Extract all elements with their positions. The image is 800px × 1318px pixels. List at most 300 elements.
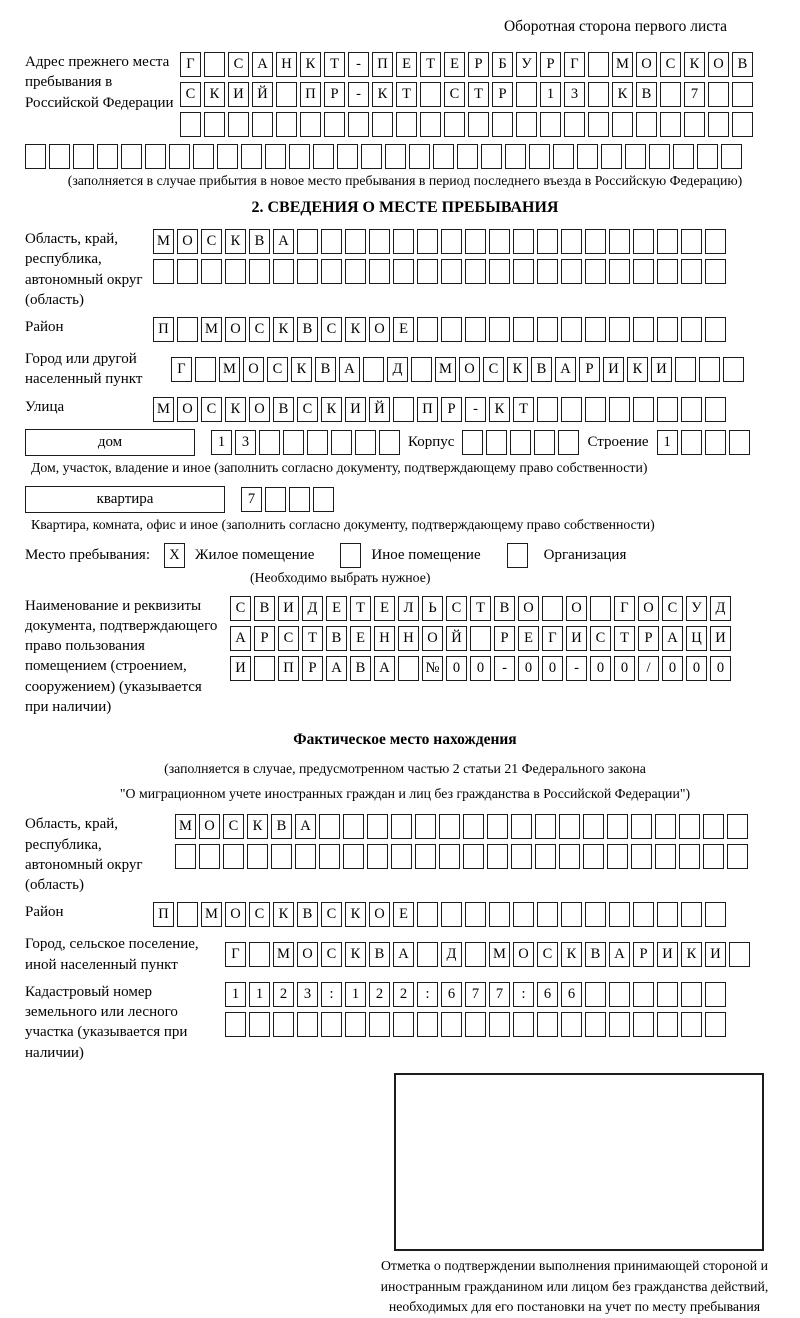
- char-box[interactable]: [225, 259, 246, 284]
- char-box[interactable]: К: [345, 902, 366, 927]
- char-box[interactable]: О: [636, 52, 657, 77]
- char-box[interactable]: А: [374, 656, 395, 681]
- char-box[interactable]: [283, 430, 304, 455]
- char-box[interactable]: [505, 144, 526, 169]
- char-box[interactable]: Р: [324, 82, 345, 107]
- char-box[interactable]: Д: [710, 596, 731, 621]
- char-box[interactable]: В: [531, 357, 552, 382]
- char-box[interactable]: [590, 596, 611, 621]
- char-box[interactable]: Ц: [686, 626, 707, 651]
- char-box[interactable]: [393, 229, 414, 254]
- char-box[interactable]: К: [300, 52, 321, 77]
- char-box[interactable]: М: [201, 902, 222, 927]
- char-box[interactable]: 7: [241, 487, 262, 512]
- char-box[interactable]: [369, 229, 390, 254]
- char-box[interactable]: [660, 82, 681, 107]
- char-box[interactable]: А: [662, 626, 683, 651]
- char-box[interactable]: И: [345, 397, 366, 422]
- char-box[interactable]: С: [321, 902, 342, 927]
- char-box[interactable]: [561, 229, 582, 254]
- char-box[interactable]: [631, 814, 652, 839]
- char-box[interactable]: [657, 1012, 678, 1037]
- char-box[interactable]: К: [273, 317, 294, 342]
- char-box[interactable]: 2: [273, 982, 294, 1007]
- char-box[interactable]: [561, 397, 582, 422]
- char-box[interactable]: [679, 814, 700, 839]
- char-box[interactable]: 0: [470, 656, 491, 681]
- char-box[interactable]: [201, 259, 222, 284]
- char-box[interactable]: 3: [564, 82, 585, 107]
- char-box[interactable]: [633, 1012, 654, 1037]
- char-box[interactable]: [657, 982, 678, 1007]
- char-box[interactable]: [276, 112, 297, 137]
- char-box[interactable]: М: [153, 397, 174, 422]
- char-box[interactable]: [319, 844, 340, 869]
- char-box[interactable]: [540, 112, 561, 137]
- char-box[interactable]: [273, 259, 294, 284]
- char-box[interactable]: [681, 259, 702, 284]
- char-box[interactable]: 0: [662, 656, 683, 681]
- char-box[interactable]: [441, 317, 462, 342]
- char-box[interactable]: М: [489, 942, 510, 967]
- checkbox-residential[interactable]: X: [164, 543, 185, 568]
- char-box[interactable]: [675, 357, 696, 382]
- char-box[interactable]: 0: [686, 656, 707, 681]
- char-box[interactable]: [295, 844, 316, 869]
- char-box[interactable]: [585, 317, 606, 342]
- char-box[interactable]: Й: [252, 82, 273, 107]
- char-box[interactable]: К: [612, 82, 633, 107]
- char-box[interactable]: Р: [468, 52, 489, 77]
- char-box[interactable]: [465, 317, 486, 342]
- char-box[interactable]: П: [153, 902, 174, 927]
- char-box[interactable]: М: [201, 317, 222, 342]
- char-box[interactable]: С: [223, 814, 244, 839]
- char-box[interactable]: [175, 844, 196, 869]
- char-box[interactable]: [489, 229, 510, 254]
- char-box[interactable]: [681, 1012, 702, 1037]
- char-box[interactable]: [492, 112, 513, 137]
- char-box[interactable]: [369, 1012, 390, 1037]
- char-box[interactable]: [625, 144, 646, 169]
- char-box[interactable]: А: [252, 52, 273, 77]
- char-box[interactable]: М: [153, 229, 174, 254]
- char-box[interactable]: О: [297, 942, 318, 967]
- char-box[interactable]: П: [417, 397, 438, 422]
- char-box[interactable]: [228, 112, 249, 137]
- char-box[interactable]: [313, 487, 334, 512]
- char-box[interactable]: [681, 430, 702, 455]
- char-box[interactable]: [145, 144, 166, 169]
- char-box[interactable]: Е: [374, 596, 395, 621]
- char-box[interactable]: [559, 814, 580, 839]
- char-box[interactable]: [705, 1012, 726, 1037]
- char-box[interactable]: [721, 144, 742, 169]
- char-box[interactable]: 2: [369, 982, 390, 1007]
- char-box[interactable]: Т: [396, 82, 417, 107]
- char-box[interactable]: [465, 1012, 486, 1037]
- char-box[interactable]: В: [249, 229, 270, 254]
- char-box[interactable]: [633, 229, 654, 254]
- char-box[interactable]: К: [489, 397, 510, 422]
- char-box[interactable]: Н: [276, 52, 297, 77]
- char-box[interactable]: [633, 259, 654, 284]
- char-box[interactable]: Е: [518, 626, 539, 651]
- char-box[interactable]: [727, 814, 748, 839]
- checkbox-other-premises[interactable]: [340, 543, 361, 568]
- char-box[interactable]: С: [201, 397, 222, 422]
- char-box[interactable]: [703, 844, 724, 869]
- char-box[interactable]: [537, 259, 558, 284]
- char-box[interactable]: [465, 942, 486, 967]
- char-box[interactable]: 0: [614, 656, 635, 681]
- char-box[interactable]: М: [612, 52, 633, 77]
- char-box[interactable]: Р: [492, 82, 513, 107]
- char-box[interactable]: У: [516, 52, 537, 77]
- char-box[interactable]: Г: [564, 52, 585, 77]
- char-box[interactable]: [561, 259, 582, 284]
- char-box[interactable]: [417, 942, 438, 967]
- char-box[interactable]: [193, 144, 214, 169]
- char-box[interactable]: [511, 844, 532, 869]
- char-box[interactable]: [732, 112, 753, 137]
- char-box[interactable]: О: [513, 942, 534, 967]
- char-box[interactable]: [486, 430, 507, 455]
- char-box[interactable]: Н: [374, 626, 395, 651]
- char-box[interactable]: Е: [326, 596, 347, 621]
- char-box[interactable]: [681, 982, 702, 1007]
- char-box[interactable]: К: [291, 357, 312, 382]
- char-box[interactable]: [391, 814, 412, 839]
- char-box[interactable]: [297, 229, 318, 254]
- char-box[interactable]: [223, 844, 244, 869]
- char-box[interactable]: [463, 814, 484, 839]
- char-box[interactable]: [537, 317, 558, 342]
- char-box[interactable]: Ь: [422, 596, 443, 621]
- char-box[interactable]: С: [662, 596, 683, 621]
- char-box[interactable]: К: [627, 357, 648, 382]
- char-box[interactable]: [439, 844, 460, 869]
- char-box[interactable]: [657, 902, 678, 927]
- char-box[interactable]: [585, 397, 606, 422]
- char-box[interactable]: [607, 814, 628, 839]
- char-box[interactable]: И: [651, 357, 672, 382]
- char-box[interactable]: [465, 902, 486, 927]
- char-box[interactable]: А: [273, 229, 294, 254]
- char-box[interactable]: Н: [398, 626, 419, 651]
- char-box[interactable]: П: [300, 82, 321, 107]
- char-box[interactable]: [247, 844, 268, 869]
- char-box[interactable]: И: [228, 82, 249, 107]
- char-box[interactable]: Л: [398, 596, 419, 621]
- char-box[interactable]: [513, 1012, 534, 1037]
- char-box[interactable]: [588, 112, 609, 137]
- char-box[interactable]: [121, 144, 142, 169]
- char-box[interactable]: 1: [249, 982, 270, 1007]
- char-box[interactable]: [225, 1012, 246, 1037]
- char-box[interactable]: [433, 144, 454, 169]
- char-box[interactable]: [585, 1012, 606, 1037]
- char-box[interactable]: [681, 317, 702, 342]
- char-box[interactable]: [97, 144, 118, 169]
- char-box[interactable]: [348, 112, 369, 137]
- char-box[interactable]: [609, 229, 630, 254]
- char-box[interactable]: В: [350, 656, 371, 681]
- char-box[interactable]: М: [219, 357, 240, 382]
- char-box[interactable]: К: [372, 82, 393, 107]
- char-box[interactable]: [553, 144, 574, 169]
- char-box[interactable]: [681, 397, 702, 422]
- char-box[interactable]: 0: [590, 656, 611, 681]
- char-box[interactable]: [705, 317, 726, 342]
- char-box[interactable]: [537, 229, 558, 254]
- char-box[interactable]: К: [345, 317, 366, 342]
- char-box[interactable]: [535, 844, 556, 869]
- char-box[interactable]: Е: [444, 52, 465, 77]
- char-box[interactable]: О: [708, 52, 729, 77]
- char-box[interactable]: П: [278, 656, 299, 681]
- char-box[interactable]: [273, 1012, 294, 1037]
- char-box[interactable]: [409, 144, 430, 169]
- char-box[interactable]: [313, 144, 334, 169]
- char-box[interactable]: А: [555, 357, 576, 382]
- char-box[interactable]: [487, 814, 508, 839]
- char-box[interactable]: 2: [393, 982, 414, 1007]
- char-box[interactable]: -: [348, 52, 369, 77]
- char-box[interactable]: 0: [710, 656, 731, 681]
- char-box[interactable]: [703, 814, 724, 839]
- char-box[interactable]: [558, 430, 579, 455]
- char-box[interactable]: [398, 656, 419, 681]
- char-box[interactable]: Т: [470, 596, 491, 621]
- char-box[interactable]: С: [537, 942, 558, 967]
- char-box[interactable]: В: [494, 596, 515, 621]
- char-box[interactable]: О: [199, 814, 220, 839]
- char-box[interactable]: Р: [494, 626, 515, 651]
- char-box[interactable]: :: [417, 982, 438, 1007]
- char-box[interactable]: [561, 1012, 582, 1037]
- char-box[interactable]: [609, 1012, 630, 1037]
- char-box[interactable]: С: [321, 317, 342, 342]
- char-box[interactable]: [585, 902, 606, 927]
- char-box[interactable]: [417, 1012, 438, 1037]
- char-box[interactable]: [516, 82, 537, 107]
- char-box[interactable]: [417, 259, 438, 284]
- char-box[interactable]: [457, 144, 478, 169]
- char-box[interactable]: Г: [614, 596, 635, 621]
- char-box[interactable]: [345, 229, 366, 254]
- char-box[interactable]: [417, 229, 438, 254]
- char-box[interactable]: [177, 259, 198, 284]
- char-box[interactable]: [345, 259, 366, 284]
- char-box[interactable]: С: [201, 229, 222, 254]
- char-box[interactable]: [465, 229, 486, 254]
- char-box[interactable]: :: [513, 982, 534, 1007]
- char-box[interactable]: [537, 397, 558, 422]
- char-box[interactable]: А: [609, 942, 630, 967]
- char-box[interactable]: [297, 259, 318, 284]
- char-box[interactable]: С: [297, 397, 318, 422]
- char-box[interactable]: [657, 317, 678, 342]
- char-box[interactable]: [585, 229, 606, 254]
- char-box[interactable]: -: [348, 82, 369, 107]
- char-box[interactable]: [204, 52, 225, 77]
- char-box[interactable]: [609, 982, 630, 1007]
- char-box[interactable]: [441, 1012, 462, 1037]
- char-box[interactable]: [441, 229, 462, 254]
- char-box[interactable]: 0: [518, 656, 539, 681]
- char-box[interactable]: [319, 814, 340, 839]
- char-box[interactable]: [367, 814, 388, 839]
- char-box[interactable]: :: [321, 982, 342, 1007]
- char-box[interactable]: [468, 112, 489, 137]
- char-box[interactable]: [681, 229, 702, 254]
- char-box[interactable]: О: [566, 596, 587, 621]
- char-box[interactable]: [252, 112, 273, 137]
- char-box[interactable]: [489, 902, 510, 927]
- checkbox-organization[interactable]: [507, 543, 528, 568]
- char-box[interactable]: [411, 357, 432, 382]
- char-box[interactable]: 3: [297, 982, 318, 1007]
- char-box[interactable]: С: [228, 52, 249, 77]
- char-box[interactable]: [607, 844, 628, 869]
- char-box[interactable]: В: [297, 902, 318, 927]
- char-box[interactable]: [345, 1012, 366, 1037]
- char-box[interactable]: [391, 844, 412, 869]
- char-box[interactable]: [588, 52, 609, 77]
- char-box[interactable]: О: [225, 902, 246, 927]
- char-box[interactable]: Д: [387, 357, 408, 382]
- char-box[interactable]: [537, 1012, 558, 1037]
- char-box[interactable]: В: [271, 814, 292, 839]
- char-box[interactable]: [609, 902, 630, 927]
- char-box[interactable]: Т: [302, 626, 323, 651]
- char-box[interactable]: №: [422, 656, 443, 681]
- char-box[interactable]: [177, 317, 198, 342]
- char-box[interactable]: [705, 229, 726, 254]
- char-box[interactable]: [369, 259, 390, 284]
- char-box[interactable]: П: [372, 52, 393, 77]
- char-box[interactable]: [510, 430, 531, 455]
- char-box[interactable]: [705, 397, 726, 422]
- char-box[interactable]: [417, 902, 438, 927]
- char-box[interactable]: [673, 144, 694, 169]
- char-box[interactable]: [585, 982, 606, 1007]
- char-box[interactable]: 6: [441, 982, 462, 1007]
- char-box[interactable]: [729, 942, 750, 967]
- char-box[interactable]: [583, 844, 604, 869]
- char-box[interactable]: [561, 317, 582, 342]
- char-box[interactable]: [697, 144, 718, 169]
- char-box[interactable]: [649, 144, 670, 169]
- char-box[interactable]: И: [710, 626, 731, 651]
- char-box[interactable]: [655, 814, 676, 839]
- char-box[interactable]: [49, 144, 70, 169]
- char-box[interactable]: [487, 844, 508, 869]
- char-box[interactable]: А: [295, 814, 316, 839]
- char-box[interactable]: 1: [211, 430, 232, 455]
- char-box[interactable]: Г: [542, 626, 563, 651]
- char-box[interactable]: [217, 144, 238, 169]
- char-box[interactable]: [169, 144, 190, 169]
- char-box[interactable]: [588, 82, 609, 107]
- char-box[interactable]: 6: [537, 982, 558, 1007]
- char-box[interactable]: [609, 397, 630, 422]
- char-box[interactable]: Р: [579, 357, 600, 382]
- char-box[interactable]: -: [566, 656, 587, 681]
- char-box[interactable]: М: [273, 942, 294, 967]
- char-box[interactable]: И: [278, 596, 299, 621]
- char-box[interactable]: [705, 430, 726, 455]
- char-box[interactable]: В: [732, 52, 753, 77]
- char-box[interactable]: П: [153, 317, 174, 342]
- char-box[interactable]: [657, 397, 678, 422]
- char-box[interactable]: [723, 357, 744, 382]
- char-box[interactable]: [601, 144, 622, 169]
- char-box[interactable]: Е: [393, 317, 414, 342]
- char-box[interactable]: [516, 112, 537, 137]
- char-box[interactable]: [180, 112, 201, 137]
- char-box[interactable]: [441, 259, 462, 284]
- char-box[interactable]: [657, 229, 678, 254]
- char-box[interactable]: С: [249, 902, 270, 927]
- char-box[interactable]: М: [435, 357, 456, 382]
- char-box[interactable]: [355, 430, 376, 455]
- char-box[interactable]: [655, 844, 676, 869]
- char-box[interactable]: [249, 1012, 270, 1037]
- char-box[interactable]: [300, 112, 321, 137]
- char-box[interactable]: К: [684, 52, 705, 77]
- char-box[interactable]: [249, 259, 270, 284]
- char-box[interactable]: 1: [225, 982, 246, 1007]
- char-box[interactable]: [363, 357, 384, 382]
- char-box[interactable]: Т: [350, 596, 371, 621]
- char-box[interactable]: [241, 144, 262, 169]
- char-box[interactable]: [321, 1012, 342, 1037]
- char-box[interactable]: [396, 112, 417, 137]
- char-box[interactable]: И: [566, 626, 587, 651]
- char-box[interactable]: [511, 814, 532, 839]
- char-box[interactable]: [465, 259, 486, 284]
- char-box[interactable]: [337, 144, 358, 169]
- char-box[interactable]: В: [326, 626, 347, 651]
- char-box[interactable]: А: [393, 942, 414, 967]
- char-box[interactable]: [444, 112, 465, 137]
- char-box[interactable]: Р: [254, 626, 275, 651]
- char-box[interactable]: И: [705, 942, 726, 967]
- char-box[interactable]: С: [660, 52, 681, 77]
- char-box[interactable]: С: [483, 357, 504, 382]
- char-box[interactable]: С: [446, 596, 467, 621]
- char-box[interactable]: [583, 814, 604, 839]
- char-box[interactable]: А: [326, 656, 347, 681]
- char-box[interactable]: К: [273, 902, 294, 927]
- char-box[interactable]: [559, 844, 580, 869]
- char-box[interactable]: С: [267, 357, 288, 382]
- char-box[interactable]: Й: [446, 626, 467, 651]
- char-box[interactable]: Е: [350, 626, 371, 651]
- char-box[interactable]: [343, 844, 364, 869]
- char-box[interactable]: Р: [441, 397, 462, 422]
- char-box[interactable]: [204, 112, 225, 137]
- char-box[interactable]: К: [507, 357, 528, 382]
- char-box[interactable]: [513, 259, 534, 284]
- char-box[interactable]: [489, 1012, 510, 1037]
- char-box[interactable]: [564, 112, 585, 137]
- char-box[interactable]: [379, 430, 400, 455]
- char-box[interactable]: К: [561, 942, 582, 967]
- char-box[interactable]: И: [230, 656, 251, 681]
